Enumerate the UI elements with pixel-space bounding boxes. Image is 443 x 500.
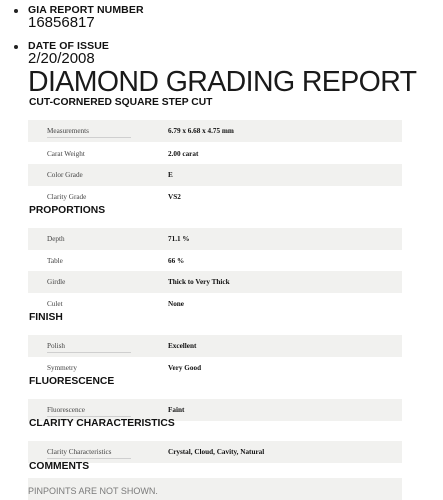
row-label: Depth <box>47 235 65 243</box>
comments-heading: COMMENTS <box>29 461 90 472</box>
row-value: E <box>168 171 173 179</box>
row-value: None <box>168 300 184 308</box>
row-label: Clarity Grade <box>47 193 87 201</box>
table-row <box>28 228 402 250</box>
row-label: Culet <box>47 300 63 308</box>
comments-box <box>28 478 402 500</box>
row-value: 6.79 x 6.68 x 4.75 mm <box>168 127 234 135</box>
report-number-value: 16856817 <box>28 14 95 31</box>
report-number-label: GIA REPORT NUMBER <box>28 4 144 16</box>
row-underline <box>47 458 131 459</box>
row-value: 2.00 carat <box>168 150 199 158</box>
row-label: Clarity Characteristics <box>47 448 112 456</box>
clarity-characteristics-heading: CLARITY CHARACTERISTICS <box>29 418 175 429</box>
table-row <box>28 293 402 315</box>
row-value: Crystal, Cloud, Cavity, Natural <box>168 448 265 456</box>
cut-shape-subtitle: CUT-CORNERED SQUARE STEP CUT <box>29 97 213 108</box>
row-value: 66 % <box>168 257 185 265</box>
row-label: Fluorescence <box>47 406 85 414</box>
row-label: Symmetry <box>47 364 77 372</box>
row-label: Color Grade <box>47 171 83 179</box>
table-row <box>28 250 402 272</box>
date-of-issue-value: 2/20/2008 <box>28 50 95 67</box>
report-title: DIAMOND GRADING REPORT <box>28 66 417 98</box>
comments-text: PINPOINTS ARE NOT SHOWN. <box>28 486 158 496</box>
row-value: VS2 <box>168 193 181 201</box>
table-row <box>28 143 402 165</box>
row-underline <box>47 137 131 138</box>
row-underline <box>47 352 131 353</box>
fluorescence-heading: FLUORESCENCE <box>29 376 115 387</box>
row-value: Thick to Very Thick <box>168 278 230 286</box>
bullet-icon <box>14 9 18 13</box>
finish-heading: FINISH <box>29 312 63 323</box>
row-label: Carat Weight <box>47 150 85 158</box>
row-label: Measurements <box>47 127 89 135</box>
bullet-icon <box>14 45 18 49</box>
row-value: Excellent <box>168 342 197 350</box>
proportions-heading: PROPORTIONS <box>29 205 106 216</box>
row-value: Faint <box>168 406 185 414</box>
row-underline <box>47 416 131 417</box>
row-value: 71.1 % <box>168 235 190 243</box>
row-label: Polish <box>47 342 65 350</box>
table-row <box>28 441 402 463</box>
table-row <box>28 271 402 293</box>
table-row <box>28 164 402 186</box>
date-of-issue-label: DATE OF ISSUE <box>28 40 110 52</box>
table-row <box>28 335 402 357</box>
row-value: Very Good <box>168 364 202 372</box>
row-label: Girdle <box>47 278 66 286</box>
table-row <box>28 120 402 142</box>
row-label: Table <box>47 257 63 265</box>
